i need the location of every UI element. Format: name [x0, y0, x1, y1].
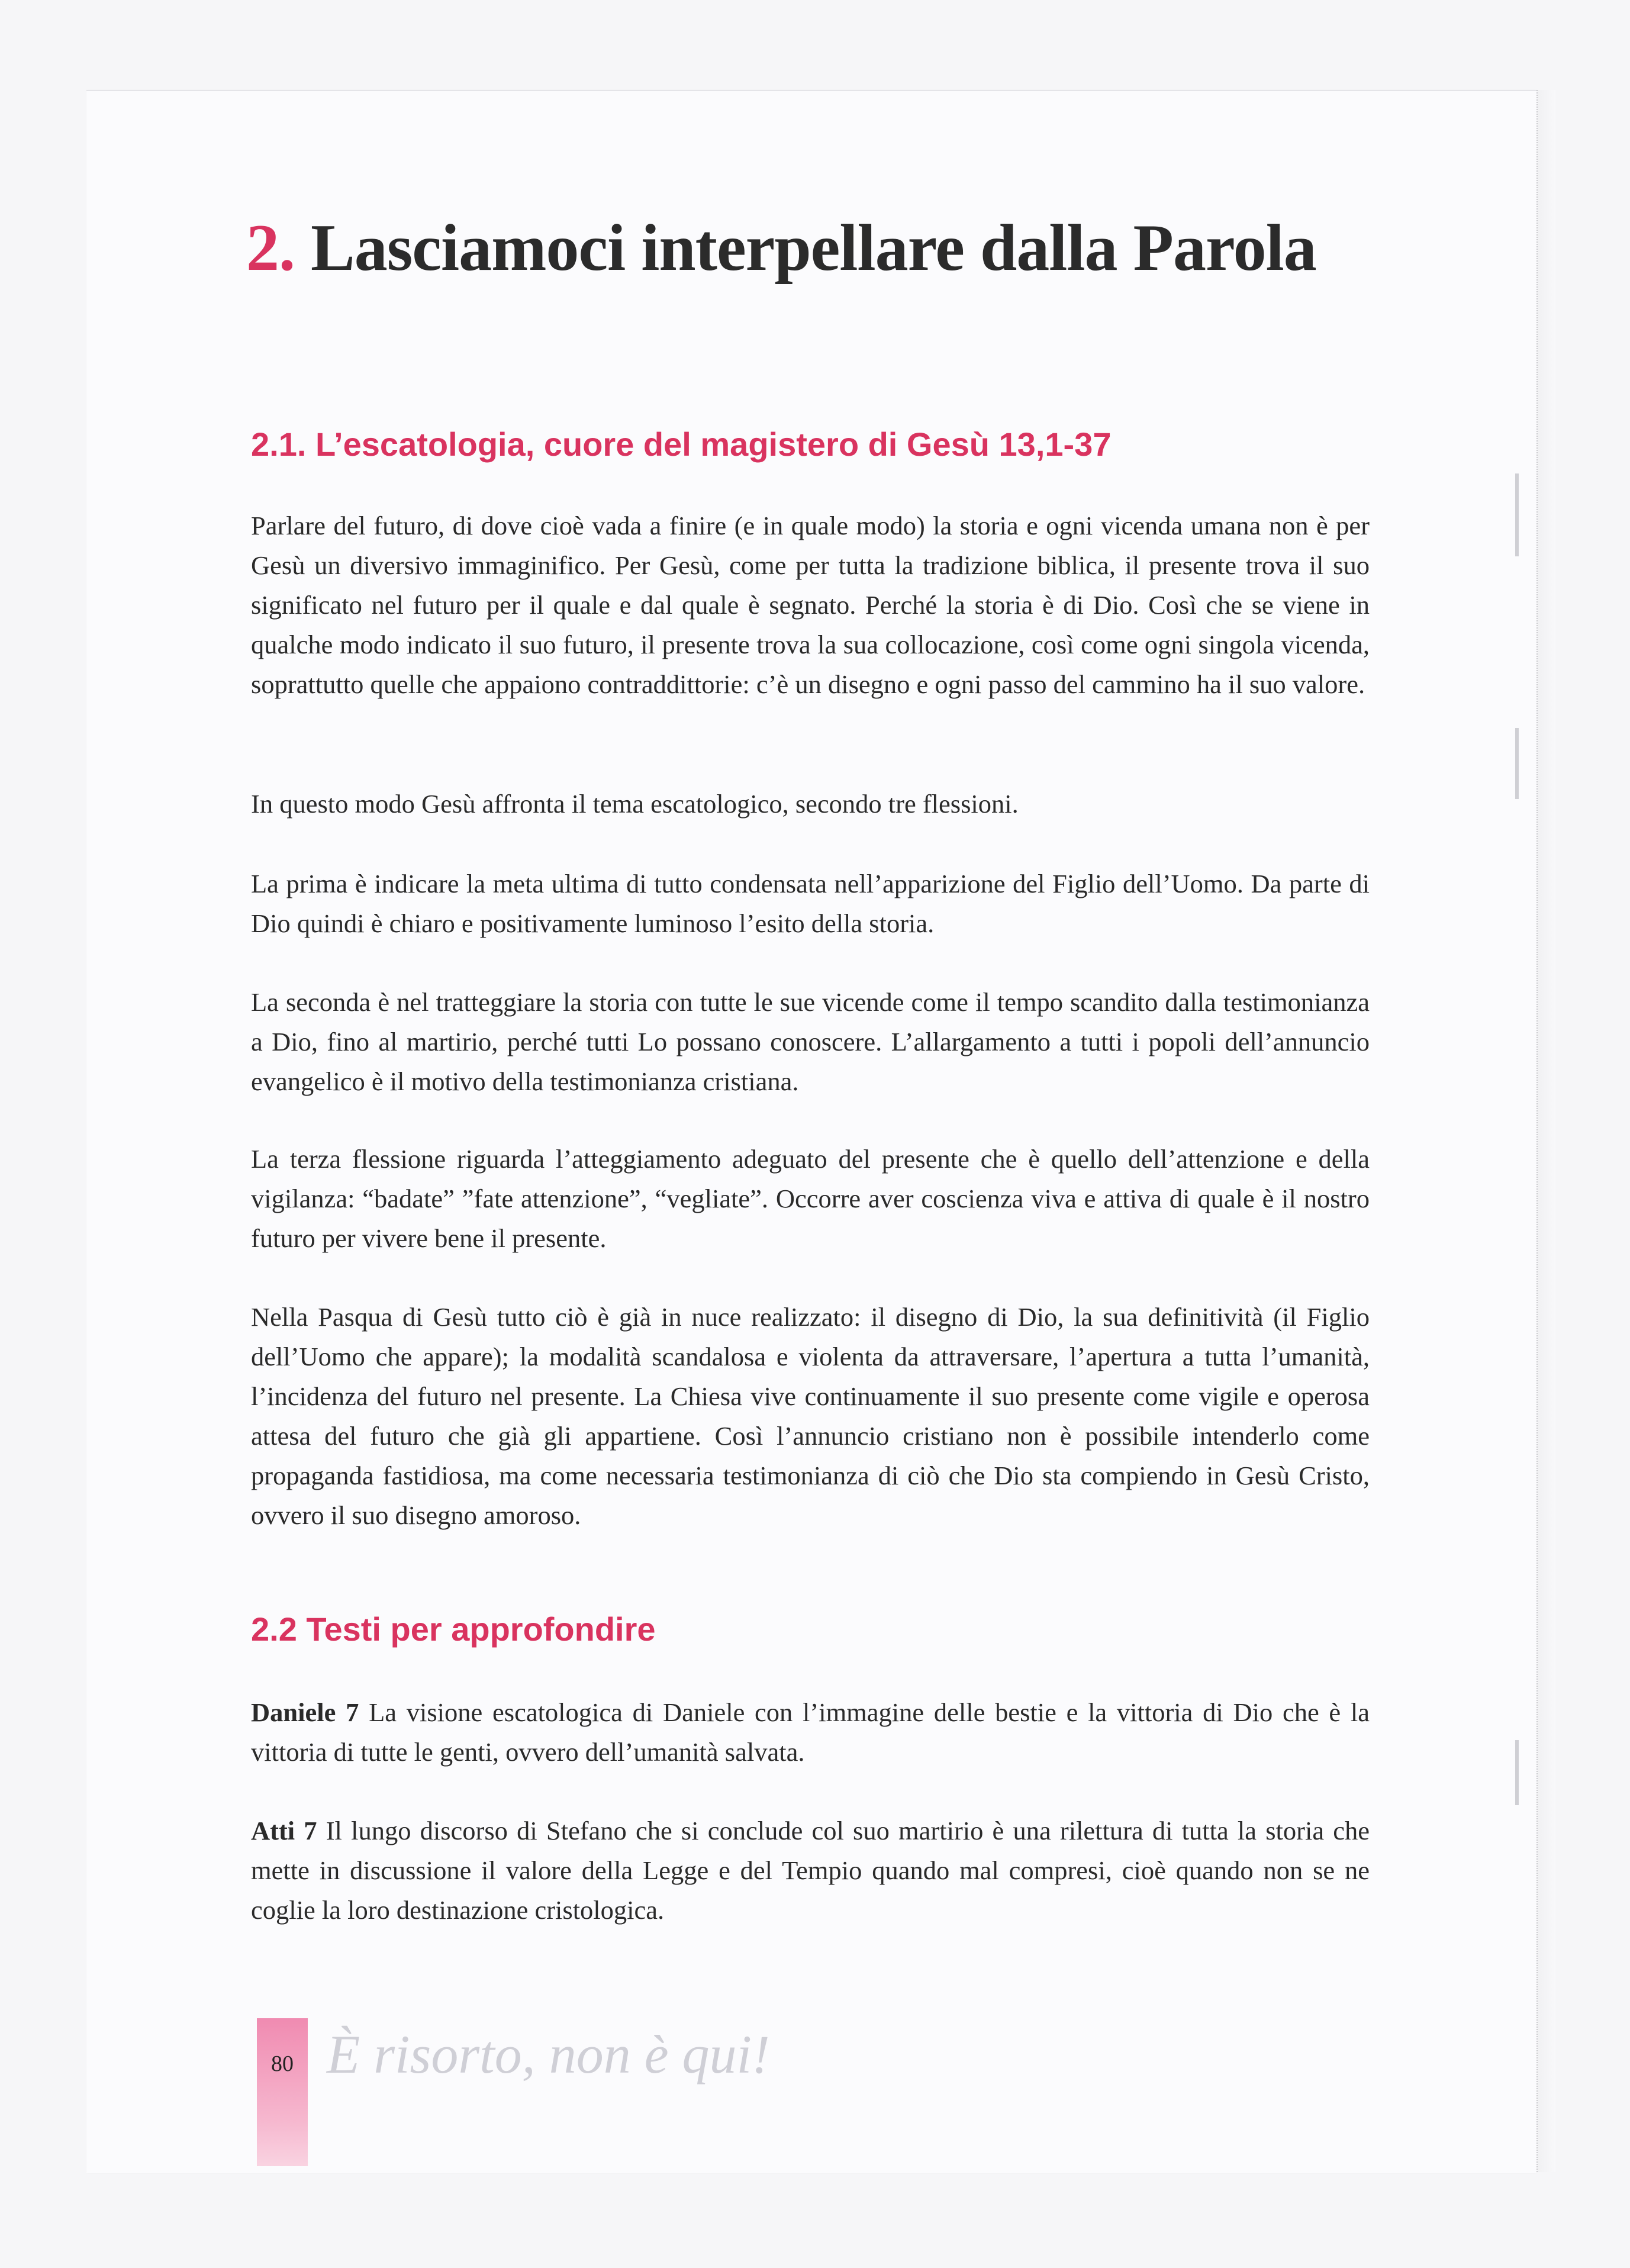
- reference-title: Atti 7: [251, 1816, 317, 1845]
- paragraph: Nella Pasqua di Gesù tutto ciò è già in nuce realizzato: il disegno di Dio, la sua definitività (il Figlio dell’Uomo che appare); la modalità scandalosa e violenta da attraversare, l’apertura a tutta l’umanità, l’incidenza del futuro nel presente. La Chiesa vive continuamente il suo presente come vigile e operosa attesa del futuro che già gli appartiene. Così l’annuncio cristiano non è possibile intenderlo come propaganda fastidiosa, ma come necessaria testimonianza di ciò che Dio sta compiendo in Gesù Cristo, ovvero il suo disegno amoroso.: [251, 1302, 1370, 1530]
- paragraph: La prima è indicare la meta ultima di tutto condensata nell’apparizione del Figlio dell’Uomo. Da parte di Dio quindi è chiaro e positivamente luminoso l’esito della storia.: [251, 869, 1370, 938]
- title-text: Lasciamoci interpellare dalla Parola: [311, 211, 1316, 285]
- page-edge: [1536, 90, 1555, 2172]
- section-2-heading: 2.2 Testi per approfondire: [251, 1610, 656, 1648]
- reference-title: Daniele 7: [251, 1697, 359, 1727]
- footer-motto: È risorto, non è qui!: [327, 2024, 770, 2085]
- reference-text: La visione escatologica di Daniele con l’immagine delle bestie e la vittoria di Dio che è la vittoria di tutte le genti, ovvero dell’umanità salvata.: [251, 1697, 1370, 1767]
- footer-accent-bar: [257, 2018, 308, 2166]
- reference-entry: [251, 1693, 1370, 1772]
- paragraph: In questo modo Gesù affronta il tema escatologico, secondo tre flessioni.: [251, 789, 1019, 819]
- section-1-heading: 2.1. L’escatologia, cuore del magistero di Gesù 13,1-37: [251, 426, 1112, 463]
- paragraph: La seconda è nel tratteggiare la storia con tutte le sue vicende come il tempo scandito dalla testimonianza a Dio, fino al martirio, perché tutti Lo possano conoscere. L’allargamento a tutti i popoli dell’annuncio evangelico è il motivo della testimonianza cristiana.: [251, 987, 1370, 1096]
- page-crease: [1515, 728, 1519, 799]
- paragraph: Parlare del futuro, di dove cioè vada a finire (e in quale modo) la storia e ogni vicenda umana non è per Gesù un diversivo immaginifico. Per Gesù, come per tutta la tradizione biblica, il presente trova il suo significato nel futuro per il quale e dal quale è segnato. Perché la storia è di Dio. Così che se viene in qualche modo indicato il suo futuro, il presente trova la sua collocazione, così come ogni singola vicenda, soprattutto quelle che appaiono contraddittorie: c’è un disegno e ogni passo del cammino ha il suo valore.: [251, 511, 1370, 699]
- title-number: 2.: [246, 211, 295, 285]
- paragraph: La terza flessione riguarda l’atteggiamento adeguato del presente che è quello dell’attenzione e della vigilanza: “badate” ”fate attenzione”, “vegliate”. Occorre aver coscienza viva e attiva di quale è il nostro futuro per vivere bene il presente.: [251, 1144, 1370, 1253]
- page-crease: [1515, 1740, 1519, 1805]
- page-crease: [1515, 473, 1519, 556]
- reference-entry: [251, 1811, 1370, 1930]
- page-number: 80: [271, 2051, 294, 2076]
- reference-text: Il lungo discorso di Stefano che si conclude col suo martirio è una rilettura di tutta la storia che mette in discussione il valore della Legge e del Tempio quando mal compresi, cioè quando non se ne coglie la loro destinazione cristologica.: [251, 1816, 1370, 1925]
- page-title: [246, 210, 1316, 286]
